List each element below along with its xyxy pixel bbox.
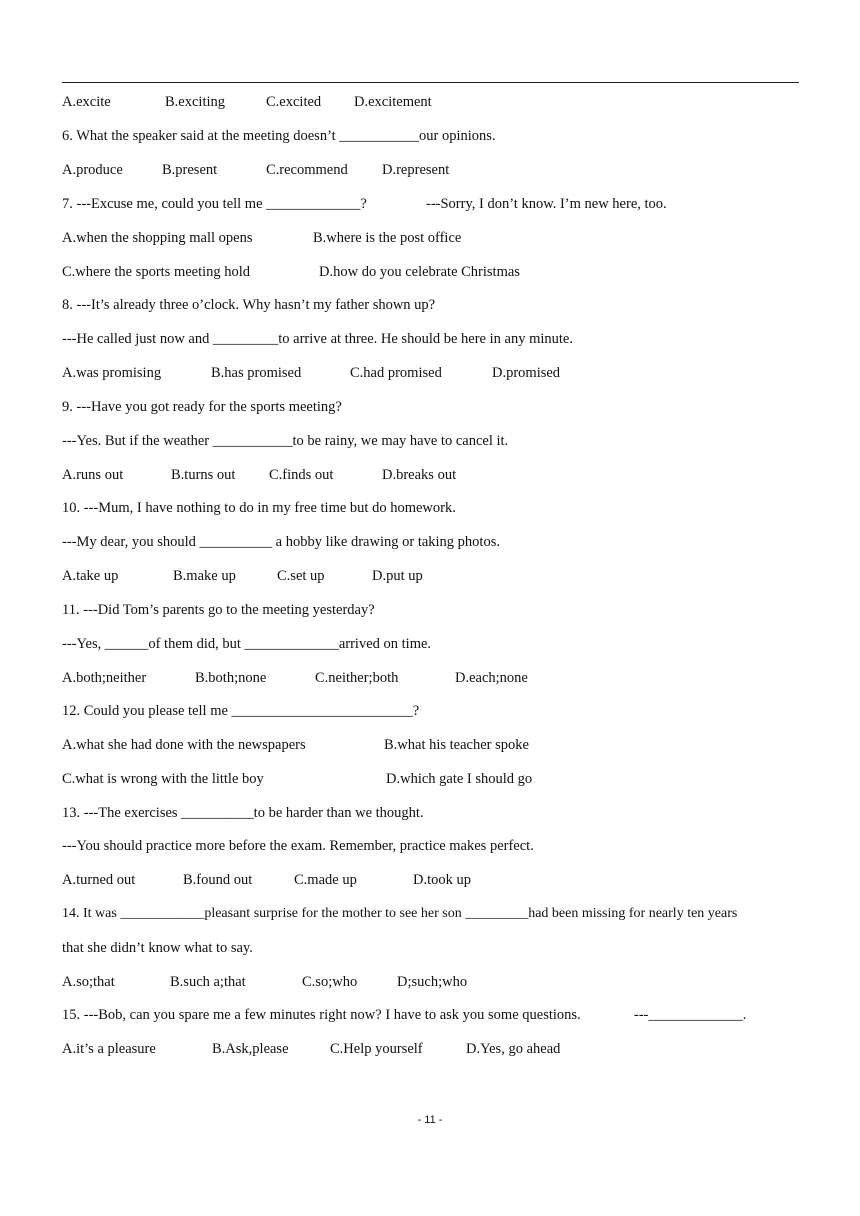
option-a: A.it’s a pleasure [62, 1041, 156, 1057]
option-c: C.what is wrong with the little boy [62, 771, 264, 787]
option-c: C.where the sports meeting hold [62, 264, 251, 280]
option-c: C.excited [266, 94, 322, 110]
option-c: C.Help yourself [330, 1041, 423, 1057]
question-reply: ---You should practice more before the exam. Remember, practice makes perfect. [62, 838, 534, 854]
option-a: A.produce [62, 162, 123, 178]
question-stem: 14. It was ____________pleasant surprise for the mother to see her son _________had been missing for nearly ten years [62, 906, 738, 921]
option-d: D;such;who [397, 974, 468, 990]
option-a: A.when the shopping mall opens [62, 230, 253, 246]
option-b: B.has promised [211, 365, 302, 381]
option-d: D.took up [413, 872, 471, 888]
option-b: B.turns out [171, 467, 236, 483]
question-stem: 15. ---Bob, can you spare me a few minutes right now? I have to ask you some questions. [62, 1007, 581, 1023]
option-c: C.so;who [302, 974, 358, 990]
question-reply: ---Yes. But if the weather ___________to be rainy, we may have to cancel it. [62, 433, 509, 449]
option-b: B.make up [173, 568, 236, 584]
question-reply: ---_____________. [634, 1007, 747, 1023]
option-c: C.made up [294, 872, 357, 888]
option-c: C.recommend [266, 162, 348, 178]
option-c: C.set up [277, 568, 325, 584]
question-stem: 9. ---Have you got ready for the sports meeting? [62, 399, 342, 415]
option-d: D.each;none [455, 670, 528, 686]
option-a: A.excite [62, 94, 111, 110]
header-rule [62, 82, 799, 83]
question-stem: 8. ---It’s already three o’clock. Why hasn’t my father shown up? [62, 297, 436, 313]
option-a: A.was promising [62, 365, 162, 381]
question-reply: ---Sorry, I don’t know. I’m new here, too. [426, 196, 667, 212]
question-stem: 6. What the speaker said at the meeting doesn’t ___________our opinions. [62, 128, 496, 144]
option-b: B.such a;that [170, 974, 246, 990]
option-d: D.represent [382, 162, 450, 178]
option-a: A.what she had done with the newspapers [62, 737, 306, 753]
question-reply: ---My dear, you should __________ a hobby like drawing or taking photos. [62, 534, 500, 550]
option-b: B.Ask,please [212, 1041, 289, 1057]
option-b: B.found out [183, 872, 253, 888]
option-b: B.where is the post office [313, 230, 462, 246]
option-c: C.neither;both [315, 670, 399, 686]
option-d: D.breaks out [382, 467, 457, 483]
option-b: B.both;none [195, 670, 267, 686]
question-stem: 12. Could you please tell me _________________________? [62, 703, 420, 719]
question-stem: 13. ---The exercises __________to be harder than we thought. [62, 805, 424, 821]
option-d: D.Yes, go ahead [466, 1041, 561, 1057]
option-d: D.excitement [354, 94, 432, 110]
option-a: A.both;neither [62, 670, 147, 686]
option-d: D.put up [372, 568, 423, 584]
question-stem: 7. ---Excuse me, could you tell me _____________? [62, 196, 367, 212]
question-stem: 11. ---Did Tom’s parents go to the meeting yesterday? [62, 602, 375, 618]
question-reply: ---He called just now and _________to arrive at three. He should be here in any minute. [62, 331, 573, 347]
option-a: A.so;that [62, 974, 115, 990]
page-number: - 11 - [417, 1114, 443, 1126]
option-a: A.take up [62, 568, 119, 584]
option-d: D.promised [492, 365, 561, 381]
option-d: D.how do you celebrate Christmas [319, 264, 520, 280]
option-b: B.what his teacher spoke [384, 737, 529, 753]
question-stem-continued: that she didn’t know what to say. [62, 940, 253, 956]
question-reply: ---Yes, ______of them did, but _____________arrived on time. [62, 636, 432, 652]
option-c: C.finds out [269, 467, 334, 483]
option-a: A.turned out [62, 872, 136, 888]
option-d: D.which gate I should go [386, 771, 533, 787]
option-b: B.present [162, 162, 218, 178]
option-c: C.had promised [350, 365, 442, 381]
question-stem: 10. ---Mum, I have nothing to do in my free time but do homework. [62, 500, 456, 516]
option-a: A.runs out [62, 467, 124, 483]
option-b: B.exciting [165, 94, 226, 110]
